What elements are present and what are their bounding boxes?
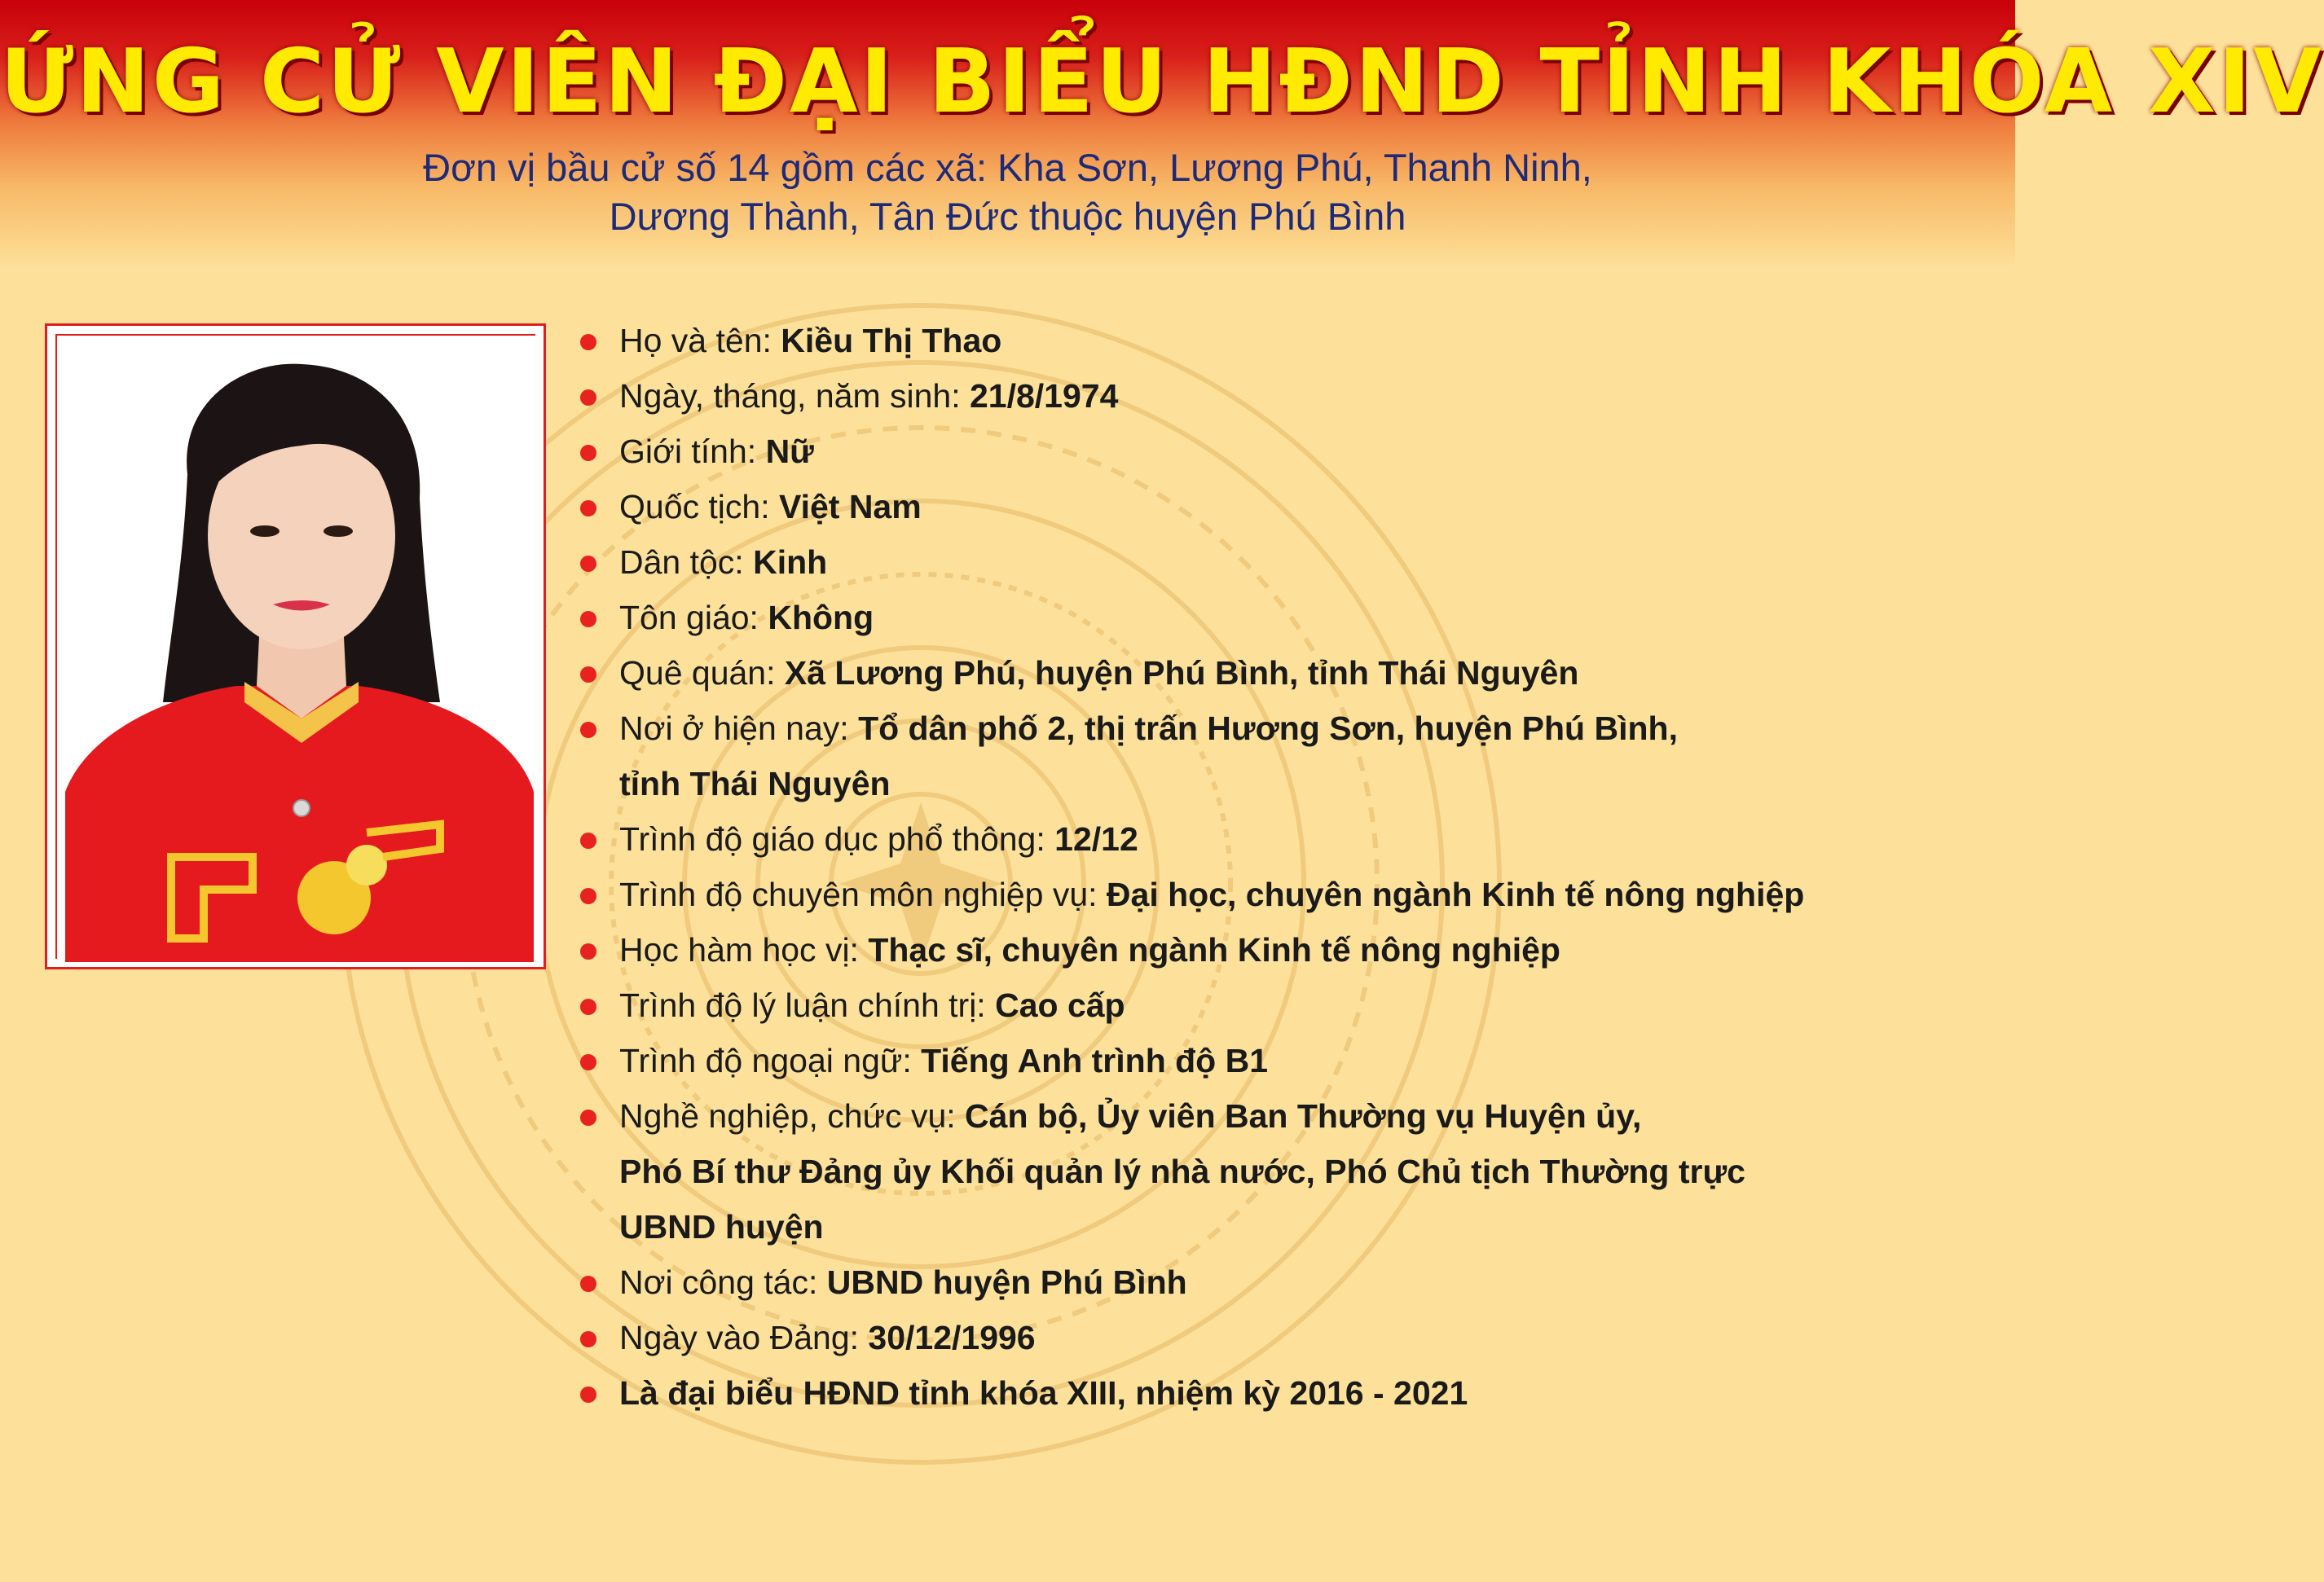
info-label: Quốc tịch: <box>619 488 779 525</box>
bullet-icon <box>580 666 596 683</box>
info-item-quoc-tich <box>580 479 2002 534</box>
info-value: Việt Nam <box>778 488 922 525</box>
info-value: Không <box>768 599 874 636</box>
info-label: Học hàm học vị: <box>619 931 869 969</box>
page-title: ỨNG CỬ VIÊN ĐẠI BIỂU HĐND TỈNH KHÓA XIV <box>0 31 2324 133</box>
info-label: Nơi ở hiện nay: <box>619 710 859 747</box>
info-label: Trình độ lý luận chính trị: <box>619 987 996 1024</box>
info-value: 21/8/1974 <box>969 377 1119 415</box>
bullet-icon <box>580 556 596 572</box>
info-item-ngay-vao-dang <box>580 1310 2002 1365</box>
info-value: Cao cấp <box>995 987 1125 1024</box>
info-label: Giới tính: <box>619 433 766 470</box>
info-item-ngay-sinh <box>580 368 2002 424</box>
info-value: Xã Lương Phú, huyện Phú Bình, tỉnh Thái Nguyên <box>784 654 1579 692</box>
info-item-ton-giao <box>580 590 2002 645</box>
info-label: Nơi công tác: <box>619 1263 827 1301</box>
photo-frame <box>45 323 546 969</box>
info-label: Họ và tên: <box>619 322 781 359</box>
info-item-ho-ten <box>580 313 2002 368</box>
bullet-icon <box>580 999 596 1015</box>
info-label: Trình độ chuyên môn nghiệp vụ: <box>619 876 1107 913</box>
info-value-continued: tỉnh Thái Nguyên <box>619 765 891 802</box>
bullet-icon <box>580 500 596 516</box>
bullet-icon <box>580 1386 596 1403</box>
bullet-icon <box>580 445 596 461</box>
bullet-icon <box>580 833 596 849</box>
info-item-ngoai-ngu <box>580 1033 2002 1088</box>
info-item-hoc-ham <box>580 922 2002 978</box>
candidate-portrait-icon <box>55 334 535 959</box>
bullet-icon <box>580 943 596 960</box>
info-label: Dân tộc: <box>619 543 754 581</box>
info-value: 12/12 <box>1054 820 1138 858</box>
bullet-icon <box>580 611 596 627</box>
info-label: Ngày vào Đảng: <box>619 1319 869 1356</box>
info-value: Đại học, chuyên ngành Kinh tế nông nghiệp <box>1106 876 1805 913</box>
bullet-icon <box>580 389 596 406</box>
info-label: Ngày, tháng, năm sinh: <box>619 377 970 415</box>
info-value: Tiếng Anh trình độ B1 <box>921 1042 1269 1079</box>
info-item-gioi-tinh <box>580 424 2002 479</box>
info-label: Trình độ ngoại ngữ: <box>619 1042 922 1079</box>
info-value-continued: Phó Bí thư Đảng ủy Khối quản lý nhà nước, Phó Chủ tịch Thường trực <box>619 1153 1745 1190</box>
info-value: Kinh <box>753 543 828 581</box>
info-value: UBND huyện Phú Bình <box>826 1263 1187 1301</box>
bullet-icon <box>580 722 596 738</box>
info-item-ly-luan <box>580 978 2002 1033</box>
info-item-que-quan <box>580 645 2002 701</box>
info-value: 30/12/1996 <box>868 1319 1036 1356</box>
info-value: Tổ dân phố 2, thị trấn Hương Sơn, huyện Phú Bình, <box>858 710 1678 747</box>
subtitle-line-1: Đơn vị bầu cử số 14 gồm các xã: Kha Sơn, Lương Phú, Thanh Ninh, <box>423 146 1592 189</box>
bullet-icon <box>580 888 596 904</box>
bullet-icon <box>580 334 596 350</box>
bullet-icon <box>580 1054 596 1070</box>
bullet-icon <box>580 1276 596 1292</box>
info-label: Trình độ giáo dục phổ thông: <box>619 820 1055 858</box>
info-label: Tôn giáo: <box>619 599 768 636</box>
subtitle-line-2: Dương Thành, Tân Đức thuộc huyện Phú Bình <box>609 195 1406 238</box>
bullet-icon <box>580 1331 596 1347</box>
info-item-dan-toc <box>580 534 2002 590</box>
info-value: Nữ <box>765 433 814 470</box>
info-value-continued: UBND huyện <box>619 1208 824 1246</box>
info-value: Thạc sĩ, chuyên ngành Kinh tế nông nghiệp <box>868 931 1560 969</box>
info-item-noi-o <box>580 701 2002 811</box>
info-label: Nghề nghiệp, chức vụ: <box>619 1097 966 1135</box>
info-value: Cán bộ, Ủy viên Ban Thường vụ Huyện ủy, <box>965 1097 1642 1135</box>
info-value: Là đại biểu HĐND tỉnh khóa XIII, nhiệm kỳ 2016 - 2021 <box>619 1374 1468 1412</box>
info-label: Quê quán: <box>619 654 785 692</box>
info-item-nghe-nghiep <box>580 1088 2002 1255</box>
bullet-icon <box>580 1110 596 1126</box>
info-value: Kiều Thị Thao <box>781 322 1002 359</box>
info-item-noi-cong-tac <box>580 1255 2002 1310</box>
info-item-dai-bieu <box>580 1365 2002 1421</box>
info-item-giao-duc <box>580 811 2002 867</box>
info-item-chuyen-mon <box>580 867 2002 922</box>
candidate-info-list <box>580 313 2002 1421</box>
